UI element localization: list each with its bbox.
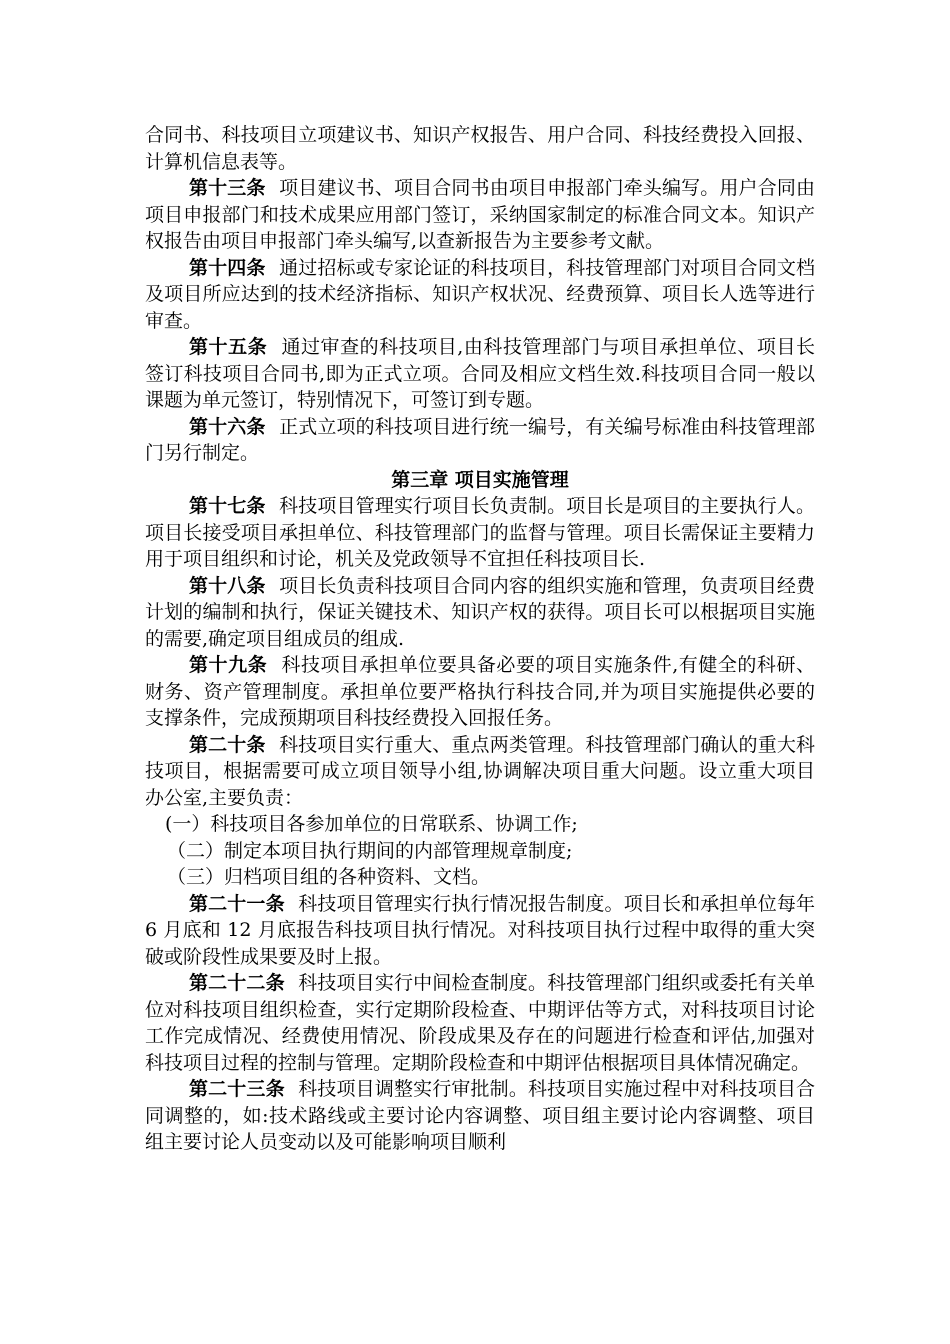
article-paragraph [145, 732, 815, 812]
article-paragraph [145, 1076, 815, 1156]
section-implementation [145, 493, 815, 811]
article-number: 第二十二条 [189, 972, 285, 994]
article-text: 正式立项的科技项目进行统一编号，有关编号标准由科技管理部门另行制定。 [145, 415, 815, 464]
article-text: 合同书、科技项目立项建议书、知识产权报告、用户合同、科技经费投入回报、计算机信息表等。 [145, 124, 815, 173]
article-paragraph [145, 334, 815, 414]
article-number: 第十七条 [189, 495, 266, 517]
article-text: 项目建议书、项目合同书由项目申报部门牵头编写。用户合同由项目申报部门和技术成果应用部门签订，采纳国家制定的标准合同文本。知识产权报告由项目申报部门牵头编写,以查新报告为主要参考文献。 [145, 177, 815, 252]
article-paragraph [145, 175, 815, 255]
article-text: 科技项目管理实行执行情况报告制度。项目长和承担单位每年 6 月底和 12 月底报告科技项目执行情况。对科技项目执行过程中取得的重大突破或阶段性成果要及时上报。 [145, 892, 815, 968]
section-project-approval [145, 122, 815, 467]
article-number: 第二十三条 [189, 1078, 285, 1100]
article-number: 第十四条 [189, 256, 266, 279]
article-text: 科技项目承担单位要具备必要的项目实施条件,有健全的科研、财务、资产管理制度。承担单位要严格执行科技合同,并为项目实施提供必要的支撑条件，完成预期项目科技经费投入回报任务。 [145, 654, 815, 729]
article-text: 项目长负责科技项目合同内容的组织实施和管理，负责项目经费计划的编制和执行，保证关键技术、知识产权的获得。项目长可以根据项目实施的需要,确定项目组成员的组成. [145, 574, 815, 650]
list-item: (一）科技项目各参加单位的日常联系、协调工作; [165, 813, 578, 835]
article-number: 第十五条 [189, 336, 268, 358]
article-paragraph [145, 970, 815, 1076]
article-paragraph [145, 122, 815, 175]
article-number: 第二十条 [189, 733, 266, 756]
article-paragraph [145, 891, 815, 971]
list-item: （三）归档项目组的各种资料、文档。 [167, 866, 491, 888]
article-text: 科技项目调整实行审批制。科技项目实施过程中对科技项目合同调整的，如:技术路线或主要讨论内容调整、项目组主要讨论内容调整、项目组主要讨论人员变动以及可能影响项目顺利 [145, 1078, 815, 1153]
article-number: 第二十一条 [189, 892, 285, 915]
article-paragraph [145, 573, 815, 653]
office-duties-list [145, 811, 815, 891]
section-reporting [145, 891, 815, 1156]
article-paragraph [145, 255, 815, 335]
article-number: 第十八条 [189, 574, 266, 597]
article-text: 科技项目实行重大、重点两类管理。科技管理部门确认的重大科技项目，根据需要可成立项目领导小组,协调解决项目重大问题。设立重大项目办公室,主要负责： [145, 733, 815, 809]
list-item: （二）制定本项目执行期间的内部管理规章制度; [167, 839, 573, 862]
article-paragraph [145, 652, 815, 732]
article-text: 通过审查的科技项目,由科技管理部门与项目承担单位、项目长签订科技项目合同书,即为正式立项。合同及相应文档生效.科技项目合同一般以课题为单元签订，特别情况下，可签订到专题。 [145, 336, 815, 411]
article-text: 通过招标或专家论证的科技项目，科技管理部门对项目合同文档及项目所应达到的技术经济指标、知识产权状况、经费预算、项目长人选等进行审查。 [145, 256, 815, 332]
article-number: 第十六条 [189, 415, 266, 438]
article-number: 第十三条 [189, 177, 266, 199]
article-paragraph [145, 493, 815, 573]
article-number: 第十九条 [189, 654, 268, 676]
article-text: 科技项目管理实行项目长负责制。项目长是项目的主要执行人。项目长接受项目承担单位、科技管理部门的监督与管理。项目长需保证主要精力用于项目组织和讨论，机关及党政领导不宜担任科技项目长. [145, 495, 815, 570]
article-paragraph [145, 414, 815, 467]
article-text: 科技项目实行中间检查制度。科技管理部门组织或委托有关单位对科技项目组织检查，实行定期阶段检查、中期评估等方式，对科技项目讨论工作完成情况、经费使用情况、阶段成果及存在的问题进行检查和评估,加强对科技项目过程的控制与管理。定期阶段检查和中期评估根据项目具体情况确定。 [145, 972, 815, 1074]
chapter-title: 第三章 项目实施管理 [391, 468, 569, 491]
document-page [145, 122, 815, 1156]
